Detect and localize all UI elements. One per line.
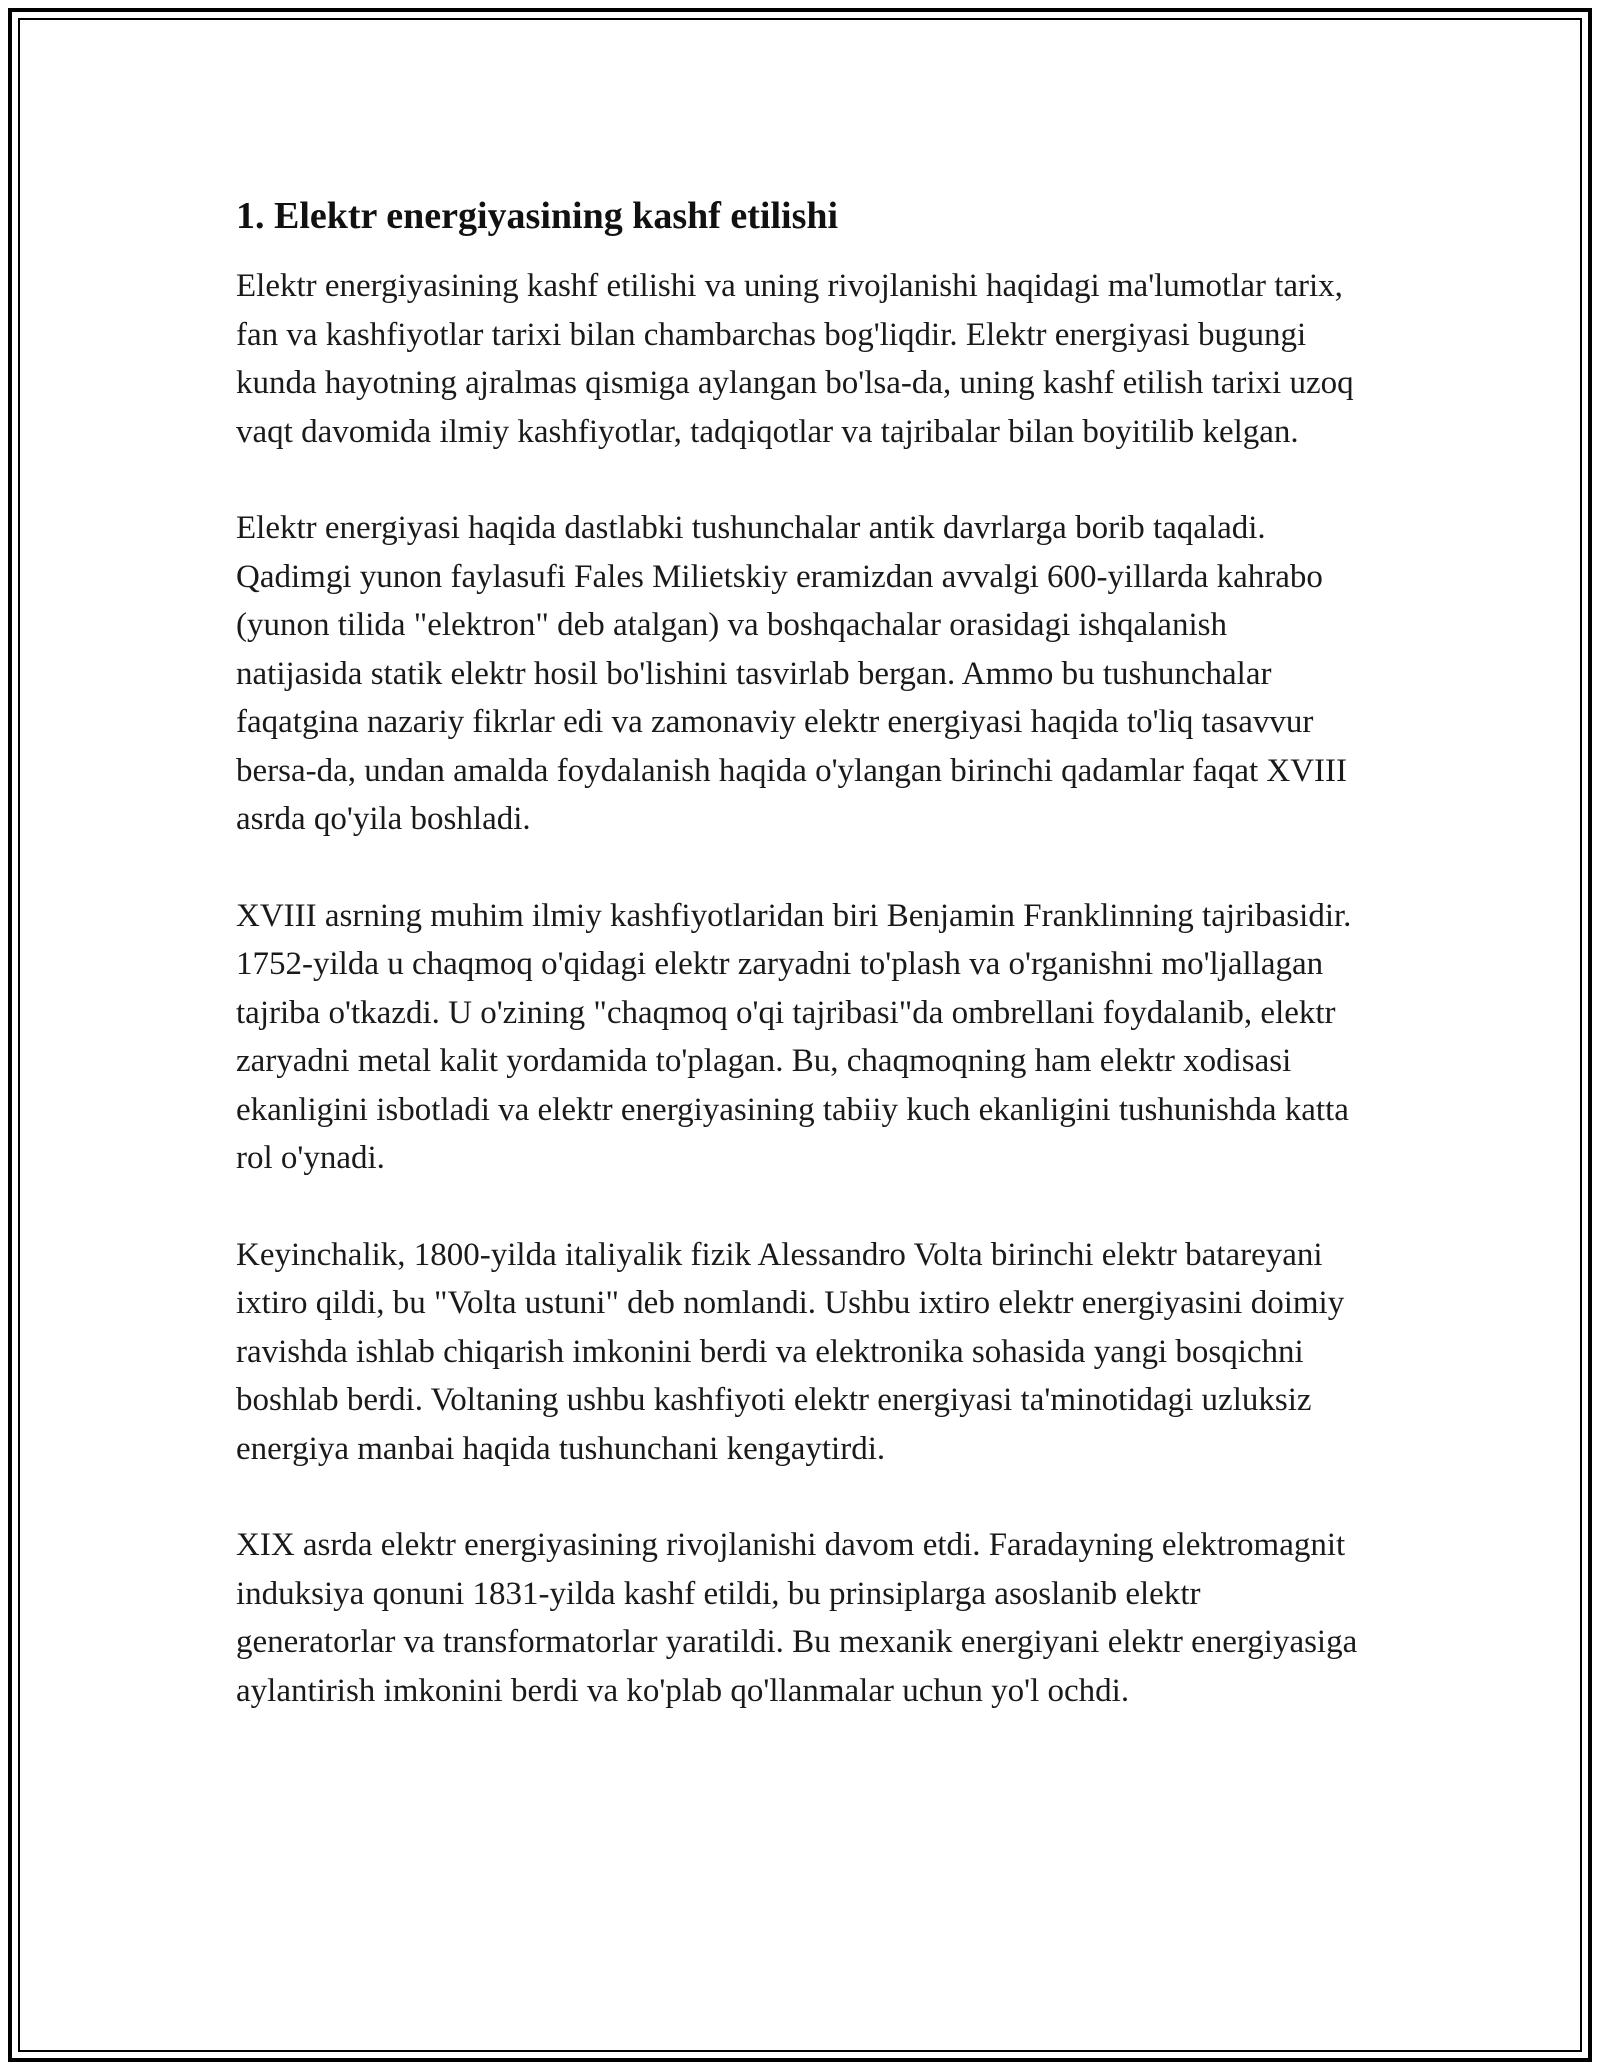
paragraph-volta: Keyinchalik, 1800-yilda italiyalik fizik Alessandro Volta birinchi elektr batareyani ixtiro qildi, bu "Volta ustuni" deb nomlandi. Ushbu ixtiro elektr energiyasini doimiy ravishda ishlab chiqarish imkonini berdi va elektronika sohasida yangi bosqichni boshlab berdi. Voltaning ushbu kashfiyoti elektr energiyasi ta'minotidagi uzluksiz energiya manbai haqida tushunchani kengaytirdi. — [236, 1236, 1345, 1467]
section-heading: 1. Elektr energiyasining kashf etilishi — [236, 195, 839, 237]
paragraph-faraday: XIX asrda elektr energiyasining rivojlanishi davom etdi. Faradayning elektromagnit induksiya qonuni 1831-yilda kashf etildi, bu prinsiplarga asoslanib elektr generatorlar va transformatorlar yaratildi. Bu mexanik energiyani elektr energiyasiga aylantirish imkonini berdi va ko'plab qo'llanmalar uchun yo'l ochdi. — [236, 1527, 1358, 1709]
paragraph-intro: Elektr energiyasining kashf etilishi va uning rivojlanishi haqidagi ma'lumotlar tarix, fan va kashfiyotlar tarixi bilan chambarchas bog'liqdir. Elektr energiyasi bugungi kunda hayotning ajralmas qismiga aylangan bo'lsa-da, uning kashf etilish tarixi uzoq vaqt davomida ilmiy kashfiyotlar, tadqiqotlar va tajribalar bilan boyitilib kelgan. — [236, 268, 1354, 450]
paragraph-franklin: XVIII asrning muhim ilmiy kashfiyotlaridan biri Benjamin Franklinning tajribasidir. 1752-yilda u chaqmoq o'qidagi elektr zaryadni to'plash va o'rganishni mo'ljallagan tajriba o'tkazdi. U o'zining "chaqmoq o'qi tajribasi"da ombrellani foydalanib, elektr zaryadni metal kalit yordamida to'plagan. Bu, chaqmoqning ham elektr xodisasi ekanligini isbotladi va elektr energiyasining tabiiy kuch ekanligini tushunishda katta rol o'ynadi. — [236, 897, 1352, 1176]
paragraph-antiquity: Elektr energiyasi haqida dastlabki tushunchalar antik davrlarga borib taqaladi. Qadimgi yunon faylasufi Fales Milietskiy eramizdan avvalgi 600-yillarda kahrabo (yunon tilida "elektron" deb atalgan) va boshqachalar orasidagi ishqalanish natijasida statik elektr hosil bo'lishini tasvirlab bergan. Ammo bu tushunchalar faqatgina nazariy fikrlar edi va zamonaviy elektr energiyasi haqida to'liq tasavvur bersa-da, undan amalda foydalanish haqida o'ylangan birinchi qadamlar faqat XVIII asrda qo'yila boshladi. — [236, 510, 1348, 837]
document-body — [236, 192, 1360, 1763]
